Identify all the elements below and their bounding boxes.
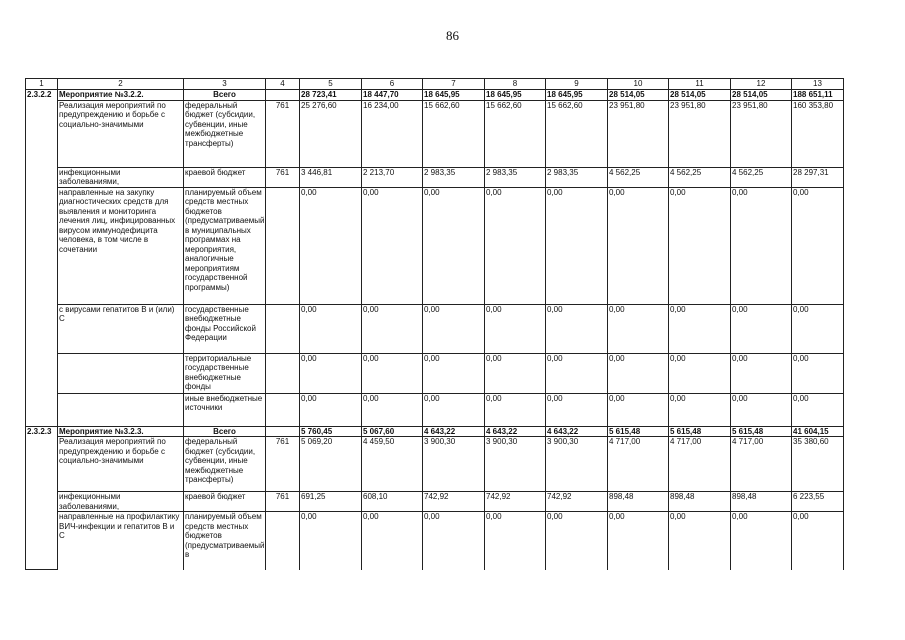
funding-source-cell: государственные внебюджетные фонды Российской Федерации	[184, 304, 266, 353]
value-cell: 23 951,80	[608, 100, 669, 167]
value-cell: 898,48	[731, 492, 792, 512]
table-row	[26, 393, 844, 426]
header-cell: 7	[423, 79, 485, 90]
value-cell: 0,00	[731, 393, 792, 426]
value-cell: 28 514,05	[608, 90, 669, 101]
funding-source-cell: федеральный бюджет (субсидии, субвенции, иные межбюджетные трансферты)	[184, 437, 266, 492]
value-cell: 0,00	[731, 512, 792, 570]
value-cell: 0,00	[423, 304, 485, 353]
header-cell: 11	[669, 79, 731, 90]
value-cell: 2 983,35	[546, 167, 608, 187]
funding-source-cell: Всего	[184, 426, 266, 437]
value-cell: 4 562,25	[731, 167, 792, 187]
value-cell: 0,00	[608, 353, 669, 393]
value-cell: 4 459,50	[362, 437, 423, 492]
header-cell: 2	[58, 79, 184, 90]
value-cell: 188 651,11	[792, 90, 844, 101]
value-cell: 28 723,41	[300, 90, 362, 101]
value-cell: 0,00	[300, 353, 362, 393]
funding-source-cell: краевой бюджет	[184, 492, 266, 512]
agency-code-cell	[266, 187, 300, 304]
activity-code-cell: 2.3.2.3	[26, 426, 58, 570]
header-cell: 5	[300, 79, 362, 90]
agency-code-cell	[266, 304, 300, 353]
value-cell: 0,00	[669, 353, 731, 393]
header-cell: 10	[608, 79, 669, 90]
value-cell: 4 643,22	[423, 426, 485, 437]
activity-code-cell: 2.3.2.2	[26, 90, 58, 427]
funding-source-cell: планируемый объем средств местных бюджетов (предусматриваемый в муниципальных программах на мероприятия, аналогичные мероприятиям государственной программы)	[184, 187, 266, 304]
description-cell: с вирусами гепатитов В и (или) С	[58, 304, 184, 353]
value-cell: 23 951,80	[669, 100, 731, 167]
value-cell: 0,00	[731, 304, 792, 353]
funding-source-cell: планируемый объем средств местных бюджетов (предусматриваемый в	[184, 512, 266, 570]
agency-code-cell: 761	[266, 167, 300, 187]
value-cell: 608,10	[362, 492, 423, 512]
value-cell: 25 276,60	[300, 100, 362, 167]
value-cell: 5 760,45	[300, 426, 362, 437]
value-cell: 5 615,48	[608, 426, 669, 437]
agency-code-cell	[266, 512, 300, 570]
value-cell: 18 645,95	[485, 90, 546, 101]
value-cell: 0,00	[669, 393, 731, 426]
table-row-total	[26, 426, 844, 437]
description-cell: Мероприятие №3.2.2.	[58, 90, 184, 101]
value-cell: 0,00	[423, 393, 485, 426]
value-cell: 15 662,60	[485, 100, 546, 167]
value-cell: 5 615,48	[731, 426, 792, 437]
header-cell: 4	[266, 79, 300, 90]
value-cell: 0,00	[300, 393, 362, 426]
value-cell: 0,00	[485, 353, 546, 393]
value-cell: 6 223,55	[792, 492, 844, 512]
value-cell: 0,00	[300, 304, 362, 353]
funding-source-cell: Всего	[184, 90, 266, 101]
value-cell: 0,00	[546, 187, 608, 304]
header-row	[26, 79, 844, 90]
description-cell: Мероприятие №3.2.3.	[58, 426, 184, 437]
funding-source-cell: иные внебюджетные источники	[184, 393, 266, 426]
value-cell: 2 213,70	[362, 167, 423, 187]
description-cell: Реализация мероприятий по предупреждению и борьбе с социально-значимыми	[58, 100, 184, 167]
value-cell: 0,00	[362, 187, 423, 304]
page-number: 86	[446, 28, 459, 43]
value-cell: 0,00	[792, 393, 844, 426]
value-cell: 5 067,60	[362, 426, 423, 437]
value-cell: 4 562,25	[669, 167, 731, 187]
value-cell: 35 380,60	[792, 437, 844, 492]
funding-source-cell: территориальные государственные внебюджетные фонды	[184, 353, 266, 393]
value-cell: 0,00	[423, 187, 485, 304]
value-cell: 0,00	[485, 304, 546, 353]
agency-code-cell: 761	[266, 492, 300, 512]
value-cell: 691,25	[300, 492, 362, 512]
value-cell: 0,00	[546, 393, 608, 426]
agency-code-cell: 761	[266, 100, 300, 167]
value-cell: 0,00	[485, 512, 546, 570]
value-cell: 0,00	[792, 353, 844, 393]
table-row-total	[26, 90, 844, 101]
description-cell: направленные на профилактику ВИЧ-инфекции и гепатитов В и С	[58, 512, 184, 570]
value-cell: 5 615,48	[669, 426, 731, 437]
value-cell: 0,00	[362, 393, 423, 426]
value-cell: 4 717,00	[669, 437, 731, 492]
value-cell: 0,00	[485, 393, 546, 426]
value-cell: 3 900,30	[423, 437, 485, 492]
value-cell: 0,00	[669, 512, 731, 570]
table-row	[26, 304, 844, 353]
value-cell: 0,00	[669, 187, 731, 304]
table-row	[26, 100, 844, 167]
value-cell: 0,00	[546, 304, 608, 353]
value-cell: 15 662,60	[423, 100, 485, 167]
agency-code-cell: 761	[266, 437, 300, 492]
header-cell: 8	[485, 79, 546, 90]
value-cell: 28 514,05	[669, 90, 731, 101]
value-cell: 2 983,35	[485, 167, 546, 187]
value-cell: 742,92	[423, 492, 485, 512]
value-cell: 4 717,00	[608, 437, 669, 492]
agency-code-cell	[266, 426, 300, 437]
value-cell: 0,00	[731, 353, 792, 393]
funding-source-cell: краевой бюджет	[184, 167, 266, 187]
value-cell: 0,00	[608, 512, 669, 570]
agency-code-cell	[266, 353, 300, 393]
header-cell: 6	[362, 79, 423, 90]
value-cell: 0,00	[546, 512, 608, 570]
value-cell: 0,00	[792, 512, 844, 570]
agency-code-cell	[266, 393, 300, 426]
description-cell: инфекционными заболеваниями,	[58, 167, 184, 187]
value-cell: 41 604,15	[792, 426, 844, 437]
value-cell: 4 717,00	[731, 437, 792, 492]
value-cell: 160 353,80	[792, 100, 844, 167]
value-cell: 0,00	[362, 512, 423, 570]
value-cell: 0,00	[423, 512, 485, 570]
funding-source-cell: федеральный бюджет (субсидии, субвенции, иные межбюджетные трансферты)	[184, 100, 266, 167]
value-cell: 898,48	[608, 492, 669, 512]
table-row	[26, 187, 844, 304]
value-cell: 0,00	[608, 304, 669, 353]
value-cell: 0,00	[300, 512, 362, 570]
value-cell: 4 643,22	[546, 426, 608, 437]
value-cell: 15 662,60	[546, 100, 608, 167]
table-row	[26, 512, 844, 570]
value-cell: 0,00	[362, 304, 423, 353]
value-cell: 18 447,70	[362, 90, 423, 101]
value-cell: 2 983,35	[423, 167, 485, 187]
value-cell: 0,00	[362, 353, 423, 393]
description-cell: направленные на закупку диагностических средств для выявления и мониторинга лечения лиц, инфицированных вирусом иммунодефицита человека, в том числе в сочетании	[58, 187, 184, 304]
value-cell: 18 645,95	[423, 90, 485, 101]
value-cell: 16 234,00	[362, 100, 423, 167]
table-row	[26, 353, 844, 393]
header-cell: 13	[792, 79, 844, 90]
value-cell: 4 562,25	[608, 167, 669, 187]
value-cell: 742,92	[485, 492, 546, 512]
header-cell: 9	[546, 79, 608, 90]
value-cell: 0,00	[608, 187, 669, 304]
description-cell: Реализация мероприятий по предупреждению и борьбе с социально-значимыми	[58, 437, 184, 492]
value-cell: 3 446,81	[300, 167, 362, 187]
header-cell: 3	[184, 79, 266, 90]
table-row	[26, 492, 844, 512]
value-cell: 3 900,30	[485, 437, 546, 492]
table-body	[26, 79, 844, 570]
value-cell: 0,00	[546, 353, 608, 393]
description-cell: инфекционными заболеваниями,	[58, 492, 184, 512]
value-cell: 18 645,95	[546, 90, 608, 101]
value-cell: 0,00	[792, 304, 844, 353]
value-cell: 0,00	[792, 187, 844, 304]
header-cell: 12	[731, 79, 792, 90]
value-cell: 0,00	[669, 304, 731, 353]
table-row	[26, 167, 844, 187]
value-cell: 0,00	[608, 393, 669, 426]
value-cell: 0,00	[300, 187, 362, 304]
value-cell: 28 514,05	[731, 90, 792, 101]
header-cell: 1	[26, 79, 58, 90]
value-cell: 4 643,22	[485, 426, 546, 437]
table-row	[26, 437, 844, 492]
value-cell: 0,00	[731, 187, 792, 304]
value-cell: 23 951,80	[731, 100, 792, 167]
value-cell: 898,48	[669, 492, 731, 512]
value-cell: 0,00	[423, 353, 485, 393]
value-cell: 742,92	[546, 492, 608, 512]
value-cell: 28 297,31	[792, 167, 844, 187]
description-cell	[58, 393, 184, 426]
value-cell: 5 069,20	[300, 437, 362, 492]
description-cell	[58, 353, 184, 393]
agency-code-cell	[266, 90, 300, 101]
value-cell: 3 900,30	[546, 437, 608, 492]
budget-table	[25, 78, 844, 570]
value-cell: 0,00	[485, 187, 546, 304]
